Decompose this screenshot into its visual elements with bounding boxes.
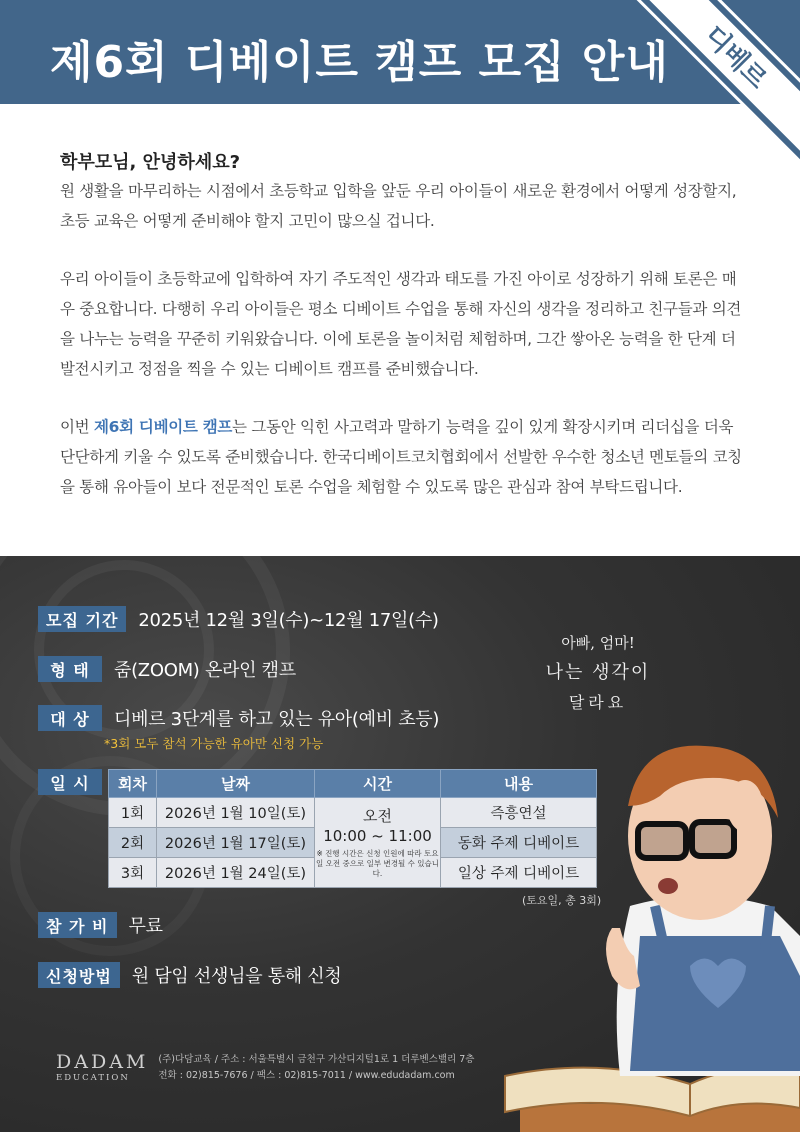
time-range: 10:00 ~ 11:00 [323, 827, 432, 845]
hand-left-pointing [606, 928, 640, 989]
denim-overalls [630, 936, 800, 1071]
label-period: 모집 기간 [38, 606, 126, 632]
paragraph-3 [60, 412, 750, 502]
greeting: 학부모님, 안녕하세요? [60, 152, 241, 173]
table-header: 내용 [441, 770, 597, 798]
paragraph-3-prefix: 이번 [60, 418, 94, 436]
dadam-logo [56, 1052, 148, 1084]
chalk-line-1: 아빠, 엄마! [561, 634, 635, 652]
label-format: 형 태 [38, 656, 102, 682]
label-fee: 참 가 비 [38, 912, 117, 938]
page-title: 제6회 디베이트 캠프 모집 안내 [50, 37, 669, 88]
company-address: (주)다담교육 / 주소 : 서울특별시 금천구 가산디지털1로 1 더루벤스밸리 7층 [158, 1054, 475, 1065]
value-period: 2025년 12월 3일(수)~12월 17일(수) [138, 610, 439, 631]
child-face [628, 752, 772, 920]
row-schedule [38, 769, 102, 795]
chalk-line-3: 달라요 [568, 693, 628, 712]
book-bottom [520, 1104, 800, 1132]
cell-content: 일상 주제 디베이트 [441, 858, 597, 888]
shirt [617, 896, 800, 1076]
info-section [0, 556, 800, 1132]
row-target [38, 705, 439, 731]
paragraph-2: 우리 아이들이 초등학교에 입학하여 자기 주도적인 생각과 태도를 가진 아이로 성장하기 위해 토론은 매우 중요합니다. 다행히 우리 아이들은 평소 디베이트 수업을 통해 자신의 생각을 정리하고 친구들과 의견을 나누는 능력을 꾸준히 키워왔습니다. 이에 토론을 놀이처럼 체험하며, 그간 쌓아온 능력을 한 단계 더 발전시키고 정점을 찍을 수 있는 디베이트 캠프를 준비했습니다. [60, 270, 742, 378]
chalk-message [538, 628, 658, 718]
overall-strap-right [765, 906, 770, 951]
cell-date: 2026년 1월 24일(토) [157, 858, 315, 888]
value-fee: 무료 [128, 916, 163, 937]
camp-name-highlight: 제6회 디베이트 캠프 [93, 418, 233, 436]
table-header-row [109, 770, 597, 798]
value-target: 디베르 3단계를 하고 있는 유아(예비 초등) [114, 709, 440, 730]
open-book [505, 1066, 800, 1116]
overall-strap-left [655, 906, 665, 951]
hand-right [727, 780, 763, 832]
paragraph-3-rest: 는 그동안 익힌 사고력과 말하기 능력을 깊이 있게 확장시키며 리더십을 더욱 단단하게 키울 수 있도록 준비했습니다. 한국디베이트코치협회에서 선발한 우수한 청소년 멘토들의 코칭을 통해 유아들이 보다 전문적인 토론 수업을 체험할 수 있도록 많은 관심과 참여 부탁드립니다. [60, 418, 742, 496]
paragraph-1: 원 생활을 마무리하는 시점에서 초등학교 입학을 앞둔 우리 아이들이 새로운 환경에서 어떻게 성장할지, 초등 교육은 어떻게 준비해야 할지 고민이 많으실 겁니다. [60, 182, 737, 230]
cell-round: 1회 [109, 798, 157, 828]
time-note: ※ 진행 시간은 신청 인원에 따라 토요일 오전 중으로 일부 변경될 수 있습니다. [316, 849, 439, 878]
cell-time [315, 798, 441, 888]
cell-date: 2026년 1월 10일(토) [157, 798, 315, 828]
table-header: 시간 [315, 770, 441, 798]
cell-content: 동화 주제 디베이트 [441, 828, 597, 858]
heart-patch [690, 959, 746, 1009]
glasses-right-lens [692, 822, 734, 856]
row-period [38, 606, 439, 632]
time-period: 오전 [363, 807, 392, 825]
table-header: 날짜 [157, 770, 315, 798]
company-info [158, 1052, 474, 1084]
logo-sub: EDUCATION [56, 1073, 130, 1083]
value-apply: 원 담임 선생님을 통해 신청 [131, 966, 342, 987]
child-hair [628, 746, 778, 818]
schedule-summary: (토요일, 총 3회) [522, 894, 602, 907]
logo-main: DADAM [56, 1051, 149, 1073]
footer [56, 1052, 474, 1084]
ribbon-brand-text: 디베르 [698, 20, 773, 95]
glasses-left-lens [638, 824, 686, 858]
letter-body [60, 150, 750, 502]
row-fee [38, 912, 163, 938]
label-target: 대 상 [38, 705, 102, 731]
label-apply: 신청방법 [38, 962, 120, 988]
table-header: 회차 [109, 770, 157, 798]
schedule-table [108, 769, 597, 888]
cell-date: 2026년 1월 17일(토) [157, 828, 315, 858]
target-note: *3회 모두 참석 가능한 유아만 신청 가능 [104, 736, 324, 751]
row-format [38, 656, 296, 682]
row-apply [38, 962, 341, 988]
chalk-line-2: 나는 생각이 [545, 662, 651, 683]
child-mouth [658, 878, 678, 894]
value-format: 줌(ZOOM) 온라인 캠프 [114, 660, 296, 681]
cell-round: 3회 [109, 858, 157, 888]
cell-content: 즉흥연설 [441, 798, 597, 828]
cell-round: 2회 [109, 828, 157, 858]
label-schedule: 일 시 [38, 769, 102, 795]
company-contact: 전화 : 02)815-7676 / 팩스 : 02)815-7011 / www.edudadam.com [158, 1070, 455, 1081]
table-row [109, 798, 597, 828]
